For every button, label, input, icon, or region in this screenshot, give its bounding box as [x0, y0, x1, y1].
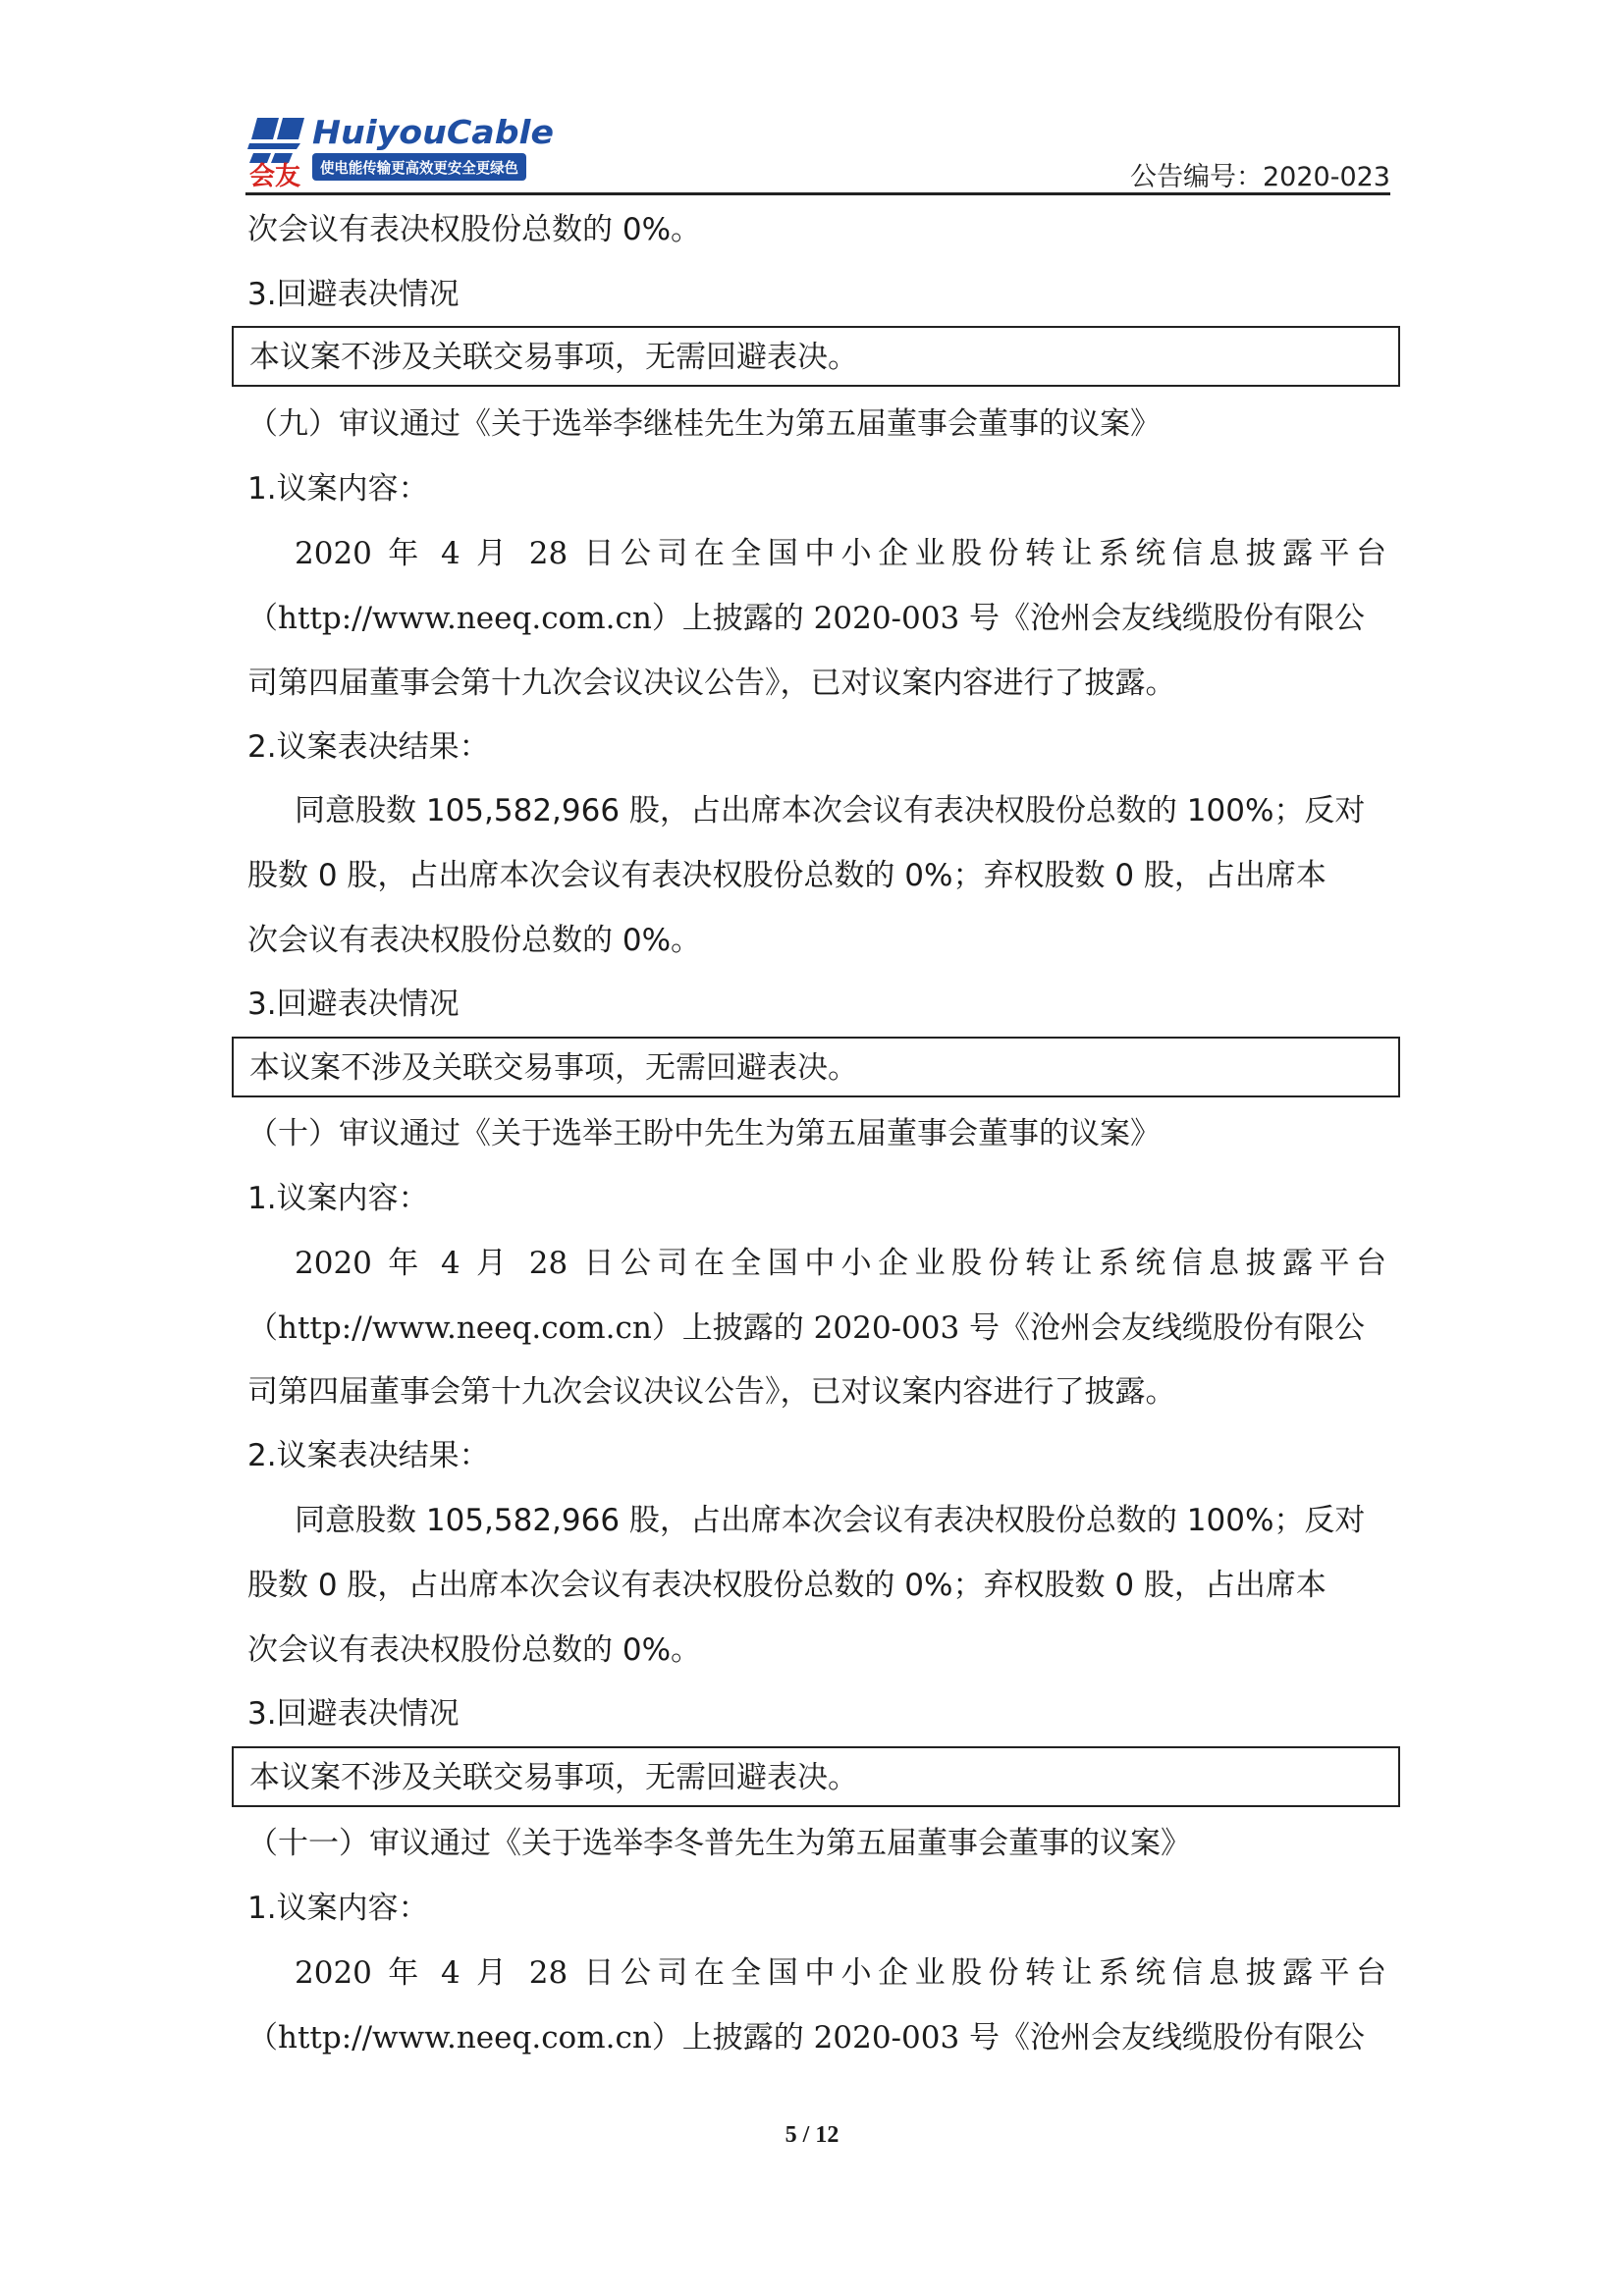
page-number: 5 / 12 — [785, 2122, 839, 2148]
vote-result-line: 同意股数 105,582,966 股，占出席本次会议有表决权股份总数的 100%；反对 — [295, 1503, 1366, 1538]
doc-number: 公告编号：2020-023 — [1130, 162, 1390, 192]
resolution-title: （九）审议通过《关于选举李继桂先生为第五届董事会董事的议案》 — [247, 406, 1161, 442]
vote-result-line: 股数 0 股，占出席本次会议有表决权股份总数的 0%；弃权股数 0 股，占出席本 — [247, 858, 1326, 893]
logo-slogan: 使电能传输更高效更安全更绿色 — [320, 159, 518, 177]
vote-result-line: 股数 0 股，占出席本次会议有表决权股份总数的 0%；弃权股数 0 股，占出席本 — [247, 1568, 1326, 1603]
statement-text: 本议案不涉及关联交易事项，无需回避表决。 — [249, 340, 858, 375]
resolution-title: （十一）审议通过《关于选举李冬普先生为第五届董事会董事的议案》 — [247, 1826, 1191, 1861]
header-rule — [245, 192, 1390, 195]
body-line: 司第四届董事会第十九次会议决议公告》，已对议案内容进行了披露。 — [247, 666, 1176, 701]
statement-box — [232, 326, 1400, 387]
body-line: 2020 年 4 月 28 日公司在全国中小企业股份转让系统信息披露平台 — [295, 1246, 1386, 1281]
resolution-title: （十）审议通过《关于选举王盼中先生为第五届董事会董事的议案》 — [247, 1116, 1161, 1151]
section-heading: 1.议案内容： — [247, 471, 429, 507]
vote-result-line: 次会议有表决权股份总数的 0%。 — [247, 923, 702, 958]
section-heading: 2.议案表决结果： — [247, 1438, 490, 1473]
section-heading: 1.议案内容： — [247, 1891, 429, 1926]
section-heading: 2.议案表决结果： — [247, 729, 490, 765]
body-line: （http://www.neeq.com.cn）上披露的 2020-003 号《沧州会友线缆股份有限公 — [247, 1310, 1366, 1346]
section-heading: 1.议案内容： — [247, 1181, 429, 1216]
logo-chinese-name: 会友 — [249, 162, 301, 188]
body-line: 2020 年 4 月 28 日公司在全国中小企业股份转让系统信息披露平台 — [295, 1955, 1386, 1991]
body-line: 次会议有表决权股份总数的 0%。 — [247, 212, 702, 247]
body-line: （http://www.neeq.com.cn）上披露的 2020-003 号《沧州会友线缆股份有限公 — [247, 2020, 1366, 2056]
company-logo — [247, 110, 562, 188]
body-line: 2020 年 4 月 28 日公司在全国中小企业股份转让系统信息披露平台 — [295, 536, 1386, 571]
statement-text: 本议案不涉及关联交易事项，无需回避表决。 — [249, 1760, 858, 1795]
section-heading: 3.回避表决情况 — [247, 277, 460, 312]
statement-text: 本议案不涉及关联交易事项，无需回避表决。 — [249, 1050, 858, 1086]
logo-mark-icon — [247, 118, 304, 163]
statement-box — [232, 1037, 1400, 1097]
vote-result-line: 次会议有表决权股份总数的 0%。 — [247, 1632, 702, 1668]
body-line: （http://www.neeq.com.cn）上披露的 2020-003 号《沧州会友线缆股份有限公 — [247, 601, 1366, 636]
logo-brand-text: HuiyouCable — [312, 113, 554, 151]
body-line: 司第四届董事会第十九次会议决议公告》，已对议案内容进行了披露。 — [247, 1374, 1176, 1410]
section-heading: 3.回避表决情况 — [247, 1696, 460, 1732]
vote-result-line: 同意股数 105,582,966 股，占出席本次会议有表决权股份总数的 100%；反对 — [295, 793, 1366, 828]
statement-box — [232, 1746, 1400, 1807]
section-heading: 3.回避表决情况 — [247, 987, 460, 1022]
